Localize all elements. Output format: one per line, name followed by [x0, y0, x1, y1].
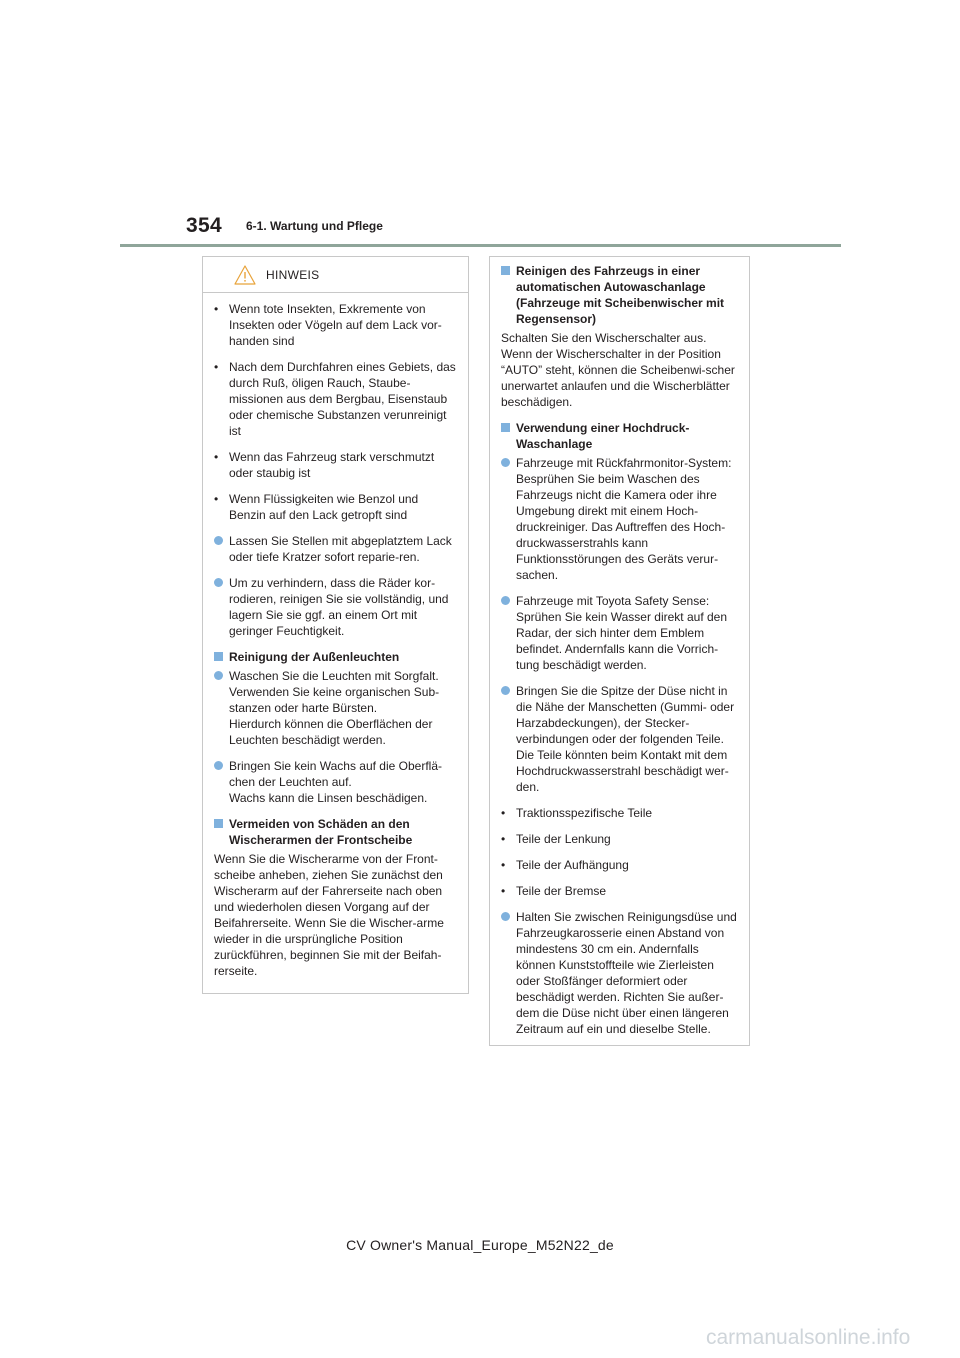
bullet-text: Bringen Sie die Spitze der Düse nicht in die Nähe der Manschetten (Gummi- oder Harzabdeckungen), der Stecker-verbindungen oder der folgenden Teile. Die Teile könnten beim Kontakt mit dem Hochdruckwasserstrahl beschädigt wer-den.: [516, 684, 735, 794]
bullet-item: [214, 575, 457, 639]
watermark-text: carmanualsonline.info: [706, 1326, 911, 1349]
list-item: • Wenn Flüssigkeiten wie Benzol und Benzin auf den Lack getropft sind: [214, 491, 457, 523]
square-marker-icon: [501, 423, 510, 432]
bullet-item: [214, 533, 457, 565]
square-marker-icon: [214, 652, 223, 661]
section-title: 6-1. Wartung und Pflege: [246, 219, 383, 233]
bullet-dot-icon: [501, 596, 510, 605]
notice-header: [214, 265, 457, 293]
list-item: • Traktionsspezifische Teile: [501, 805, 738, 821]
watermark-logo: [706, 1322, 946, 1352]
notice-label: HINWEIS: [266, 268, 320, 282]
list-item: • Teile der Aufhängung: [501, 857, 738, 873]
bullet-dot-icon: [214, 536, 223, 545]
bullet-item: [501, 909, 738, 1037]
notice-box: [202, 256, 469, 994]
subheading: [214, 649, 457, 665]
bullet-text: Halten Sie zwischen Reinigungsdüse und Fahrzeugkarosserie einen Abstand von mindestens 30 cm ein. Andernfalls können Kunststoffteile wie Zierleisten oder Stoßfänger deformiert oder beschädigt werden. Richten Sie außer-dem die Düse nicht über einen längeren Zeitraum auf ein und dieselbe Stelle.: [516, 910, 737, 1036]
header-rule: [120, 244, 841, 247]
manual-id: CV Owner's Manual_Europe_M52N22_de: [346, 1237, 614, 1253]
bullet-text: Lassen Sie Stellen mit abgeplatztem Lack oder tiefe Kratzer sofort reparie-ren.: [229, 534, 452, 564]
list-item: • Wenn das Fahrzeug stark verschmutzt oder staubig ist: [214, 449, 457, 481]
content-box: [489, 256, 750, 1046]
subheading-text: Verwendung einer Hochdruck-Waschanlage: [516, 421, 690, 451]
bullet-text: Fahrzeuge mit Toyota Safety Sense: Sprühen Sie kein Wasser direkt auf den Radar, der sich hinter dem Emblem befindet. Andernfalls kann die Vorrich-tung beschädigt werden.: [516, 594, 728, 672]
paragraph: Schalten Sie den Wischerschalter aus. Wenn der Wischerschalter in der Position “AUTO” steht, können die Scheibenwi-scher unerwartet anlaufen und die Wischerblätter beschädigen.: [501, 331, 735, 409]
list-item: • Teile der Bremse: [501, 883, 738, 899]
bullet-dot-icon: [214, 671, 223, 680]
page-number: 354: [186, 214, 222, 237]
list-item: • Teile der Lenkung: [501, 831, 738, 847]
bullet-dot-icon: [501, 458, 510, 467]
bullet-item: [501, 683, 738, 795]
notice-divider: [203, 292, 468, 293]
bullet-item: [501, 455, 738, 583]
subheading: [501, 420, 738, 452]
list-item: • Nach dem Durchfahren eines Gebiets, das durch Ruß, öligen Rauch, Staube-missionen aus dem Bergbau, Eisenstaub oder chemische Substanzen verunreinigt ist: [214, 359, 457, 439]
list-item: • Wenn tote Insekten, Exkremente von Insekten oder Vögeln auf dem Lack vor-handen sind: [214, 301, 457, 349]
bullet-dot-icon: [501, 686, 510, 695]
subheading-text: Vermeiden von Schäden an den Wischerarmen der Frontscheibe: [229, 817, 413, 847]
bullet-item: [501, 593, 738, 673]
subheading-text: Reinigen des Fahrzeugs in einer automatischen Autowaschanlage (Fahrzeuge mit Scheibenwischer mit Regensensor): [516, 264, 725, 326]
bullet-item: [214, 758, 457, 806]
bullet-text: Fahrzeuge mit Rückfahrmonitor-System: Besprühen Sie beim Waschen des Fahrzeugs nicht die Kamera oder ihre Umgebung direkt mit einem Hoch-druckreiniger. Das Auftreffen des Hoch-druckwasserstrahls kann Funktionsstörungen des Geräts verur-sachen.: [516, 456, 732, 582]
bullet-text: Bringen Sie kein Wachs auf die Oberflä-chen der Leuchten auf. Wachs kann die Linsen beschädigen.: [229, 759, 442, 805]
subheading-text: Reinigung der Außenleuchten: [229, 650, 400, 664]
square-marker-icon: [501, 266, 510, 275]
subheading: [501, 263, 738, 327]
subheading: [214, 816, 457, 848]
bullet-dot-icon: [501, 912, 510, 921]
bullet-item: [214, 668, 457, 748]
square-marker-icon: [214, 819, 223, 828]
bullet-dot-icon: [214, 578, 223, 587]
bullet-text: Um zu verhindern, dass die Räder kor-rodieren, reinigen Sie sie vollständig, und lagern Sie sie ggf. an einem Ort mit geringer Feuchtigkeit.: [229, 576, 449, 638]
bullet-dot-icon: [214, 761, 223, 770]
bullet-text: Waschen Sie die Leuchten mit Sorgfalt. Verwenden Sie keine organischen Sub-stanzen oder harte Bürsten. Hierdurch können die Oberflächen der Leuchten beschädigt werden.: [229, 669, 440, 747]
paragraph: Wenn Sie die Wischerarme von der Front-scheibe anheben, ziehen Sie zunächst den Wischerarm auf der Fahrerseite nach oben und wiederholen diesen Vorgang auf der Beifahrerseite. Wenn Sie die Wischer-arme wieder in die ursprüngliche Position zurückführen, beginnen Sie mit der Beifah-rerseite.: [214, 852, 444, 978]
footer: [0, 1237, 960, 1253]
warning-icon: [234, 265, 256, 285]
